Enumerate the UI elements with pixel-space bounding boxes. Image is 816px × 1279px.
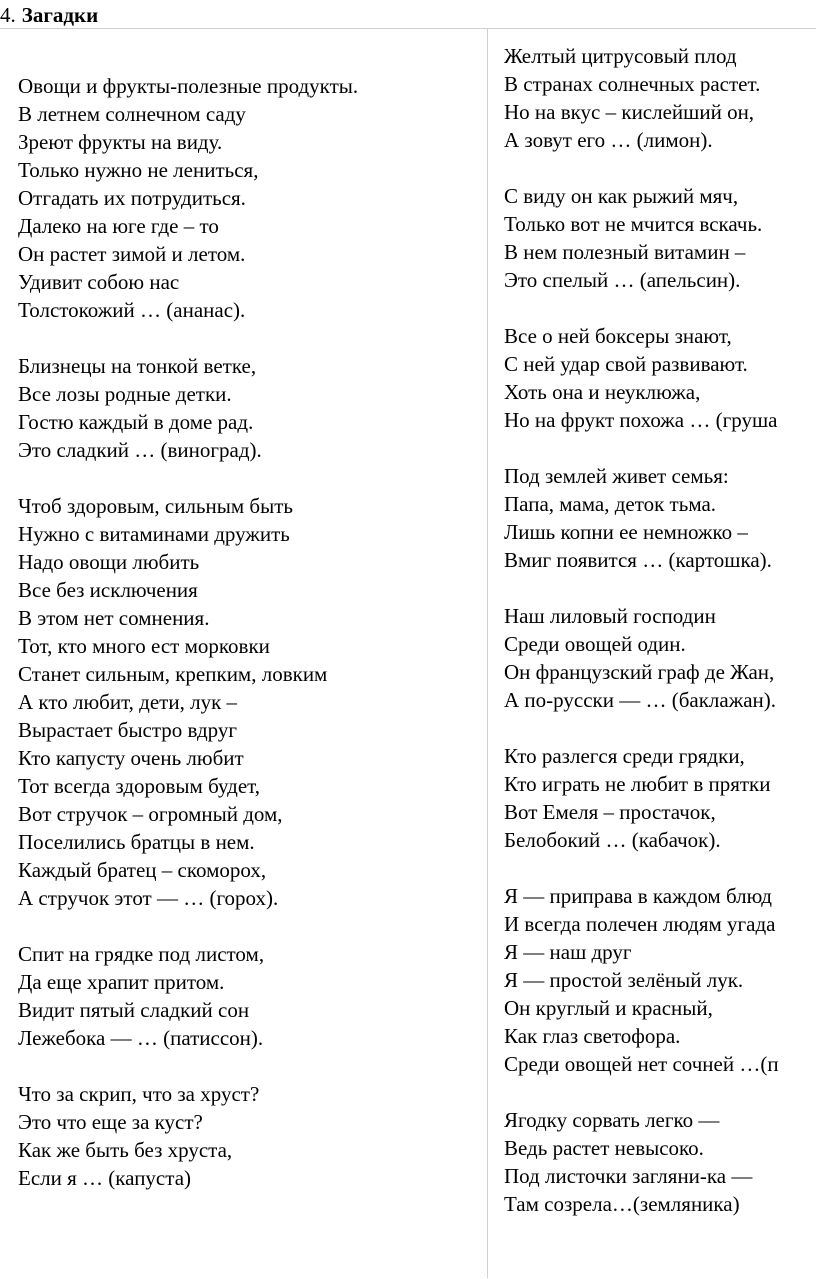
riddle-line: Каждый братец – скоморох, (18, 858, 267, 882)
riddle-line: В летнем солнечном саду (18, 102, 246, 126)
riddle-stanza (504, 882, 779, 1078)
riddle-line: Белобокий … (кабачок). (504, 828, 721, 852)
riddle-stanza (504, 742, 779, 854)
riddle-line: В этом нет сомнения. (18, 606, 210, 630)
riddle-stanza (504, 182, 779, 294)
riddle-line: Как глаз светофора. (504, 1024, 681, 1048)
riddle-line: Там созрела…(земляника) (504, 1192, 740, 1216)
riddle-stanza (504, 602, 779, 714)
riddle-line: А зовут его … (лимон). (504, 128, 713, 152)
riddle-line: А стручок этот — … (горох). (18, 886, 279, 910)
riddle-line: Среди овощей один. (504, 632, 686, 656)
riddle-line: Видит пятый сладкий сон (18, 998, 250, 1022)
riddle-line: Нужно с витаминами дружить (18, 522, 290, 546)
riddle-line: Желтый цитрусовый плод (504, 44, 737, 68)
right-column (504, 42, 779, 1218)
riddle-line: Ягодку сорвать легко — (504, 1108, 720, 1132)
riddle-line: Чтоб здоровым, сильным быть (18, 494, 293, 518)
riddle-line: Он круглый и красный, (504, 996, 713, 1020)
riddle-line: Я — простой зелёный лук. (504, 968, 744, 992)
riddle-line: Это спелый … (апельсин). (504, 268, 741, 292)
riddle-stanza (18, 940, 358, 1052)
riddle-line: Папа, мама, деток тьма. (504, 492, 717, 516)
riddle-line: Но на вкус – кислейший он, (504, 100, 755, 124)
riddle-line: Вот стручок – огромный дом, (18, 802, 283, 826)
riddle-line: Если я … (капуста) (18, 1166, 192, 1190)
riddle-line: Я — приправа в каждом блюд (504, 884, 772, 908)
riddle-line: Надо овощи любить (18, 550, 200, 574)
riddle-line: Кто играть не любит в прятки (504, 772, 771, 796)
riddle-line: Станет сильным, крепким, ловким (18, 662, 328, 686)
riddle-line: Да еще храпит притом. (18, 970, 225, 994)
riddle-line: Лежебока — … (патиссон). (18, 1026, 264, 1050)
riddle-stanza (504, 1106, 779, 1218)
riddle-line: Овощи и фрукты-полезные продукты. (18, 74, 359, 98)
riddle-stanza (18, 352, 358, 464)
riddle-line: Вот Емеля – простачок, (504, 800, 716, 824)
riddle-line: Наш лиловый господин (504, 604, 716, 628)
riddle-line: Гостю каждый в доме рад. (18, 410, 254, 434)
section-number: 4. (0, 3, 16, 27)
riddle-line: Лишь копни ее немножко – (504, 520, 748, 544)
riddle-line: Спит на грядке под листом, (18, 942, 265, 966)
riddle-line: Отгадать их потрудиться. (18, 186, 246, 210)
riddle-line: Тот всегда здоровым будет, (18, 774, 260, 798)
riddle-line: Ведь растет невысоко. (504, 1136, 704, 1160)
riddle-line: Что за скрип, что за хруст? (18, 1082, 260, 1106)
riddle-line: Я — наш друг (504, 940, 632, 964)
riddle-line: Поселились братцы в нем. (18, 830, 255, 854)
riddle-line: Это что еще за куст? (18, 1110, 203, 1134)
riddle-stanza (18, 72, 358, 324)
riddle-line: Вырастает быстро вдруг (18, 718, 237, 742)
riddle-line: Вмиг появится … (картошка). (504, 548, 772, 572)
riddle-stanza (18, 1080, 358, 1192)
left-column (18, 72, 358, 1192)
riddle-stanza (18, 492, 358, 912)
riddle-line: Удивит собою нас (18, 270, 180, 294)
riddle-line: Толстокожий … (ананас). (18, 298, 246, 322)
riddle-line: А по-русски — … (баклажан). (504, 688, 777, 712)
riddle-stanza (504, 322, 779, 434)
riddle-line: Среди овощей нет сочней …(п (504, 1052, 779, 1076)
riddle-line: Но на фрукт похожа … (груша (504, 408, 778, 432)
riddle-line: Тот, кто много ест морковки (18, 634, 270, 658)
riddle-stanza (504, 462, 779, 574)
riddle-line: А кто любит, дети, лук – (18, 690, 238, 714)
riddle-line: Только вот не мчится вскачь. (504, 212, 763, 236)
riddle-line: В странах солнечных растет. (504, 72, 761, 96)
riddle-line: Близнецы на тонкой ветке, (18, 354, 257, 378)
riddle-line: Под землей живет семья: (504, 464, 729, 488)
riddle-line: Далеко на юге где – то (18, 214, 219, 238)
riddle-line: Он французский граф де Жан, (504, 660, 775, 684)
section-heading (0, 2, 98, 28)
riddle-line: В нем полезный витамин – (504, 240, 746, 264)
riddle-line: Все лозы родные детки. (18, 382, 232, 406)
section-title: Загадки (21, 3, 99, 27)
riddle-stanza (504, 42, 779, 154)
riddle-line: С виду он как рыжий мяч, (504, 184, 739, 208)
riddle-line: Все без исключения (18, 578, 198, 602)
riddle-line: Это сладкий … (виноград). (18, 438, 262, 462)
column-divider (487, 28, 488, 1278)
riddle-line: Он растет зимой и летом. (18, 242, 246, 266)
riddle-line: Под листочки загляни-ка — (504, 1164, 753, 1188)
riddle-line: С ней удар свой развивают. (504, 352, 748, 376)
riddle-line: Кто разлегся среди грядки, (504, 744, 745, 768)
riddle-line: И всегда полечен людям угада (504, 912, 776, 936)
riddle-line: Хоть она и неуклюжа, (504, 380, 701, 404)
riddle-line: Как же быть без хруста, (18, 1138, 233, 1162)
riddle-line: Только нужно не лениться, (18, 158, 259, 182)
riddle-line: Все о ней боксеры знают, (504, 324, 732, 348)
riddle-line: Кто капусту очень любит (18, 746, 244, 770)
riddle-line: Зреют фрукты на виду. (18, 130, 223, 154)
